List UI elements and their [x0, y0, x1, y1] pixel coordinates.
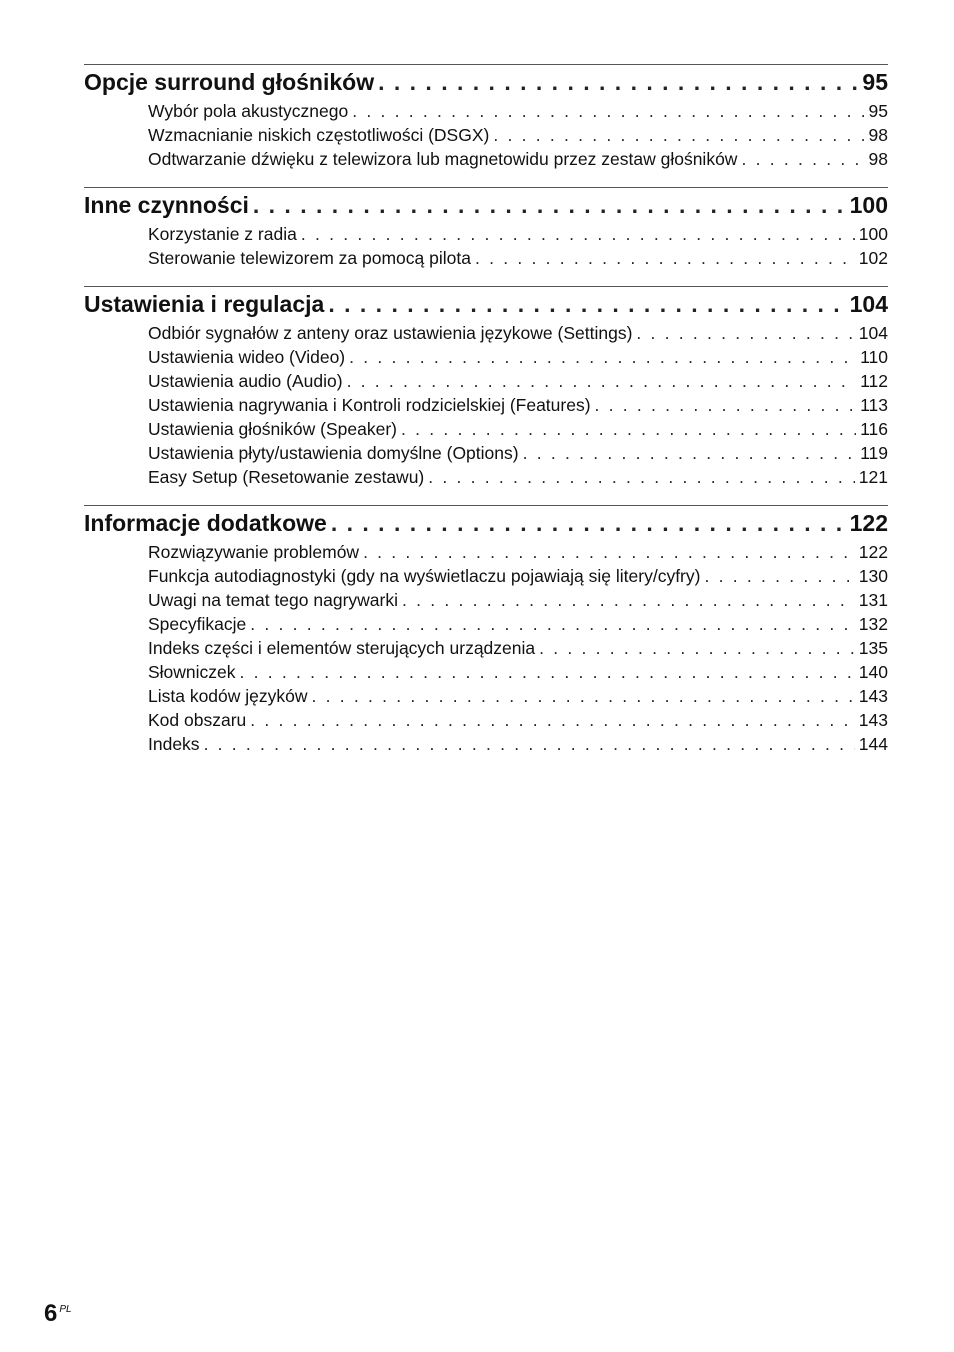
dot-leader [378, 69, 858, 96]
toc-heading-page: 122 [849, 510, 888, 536]
toc-entry[interactable] [84, 662, 888, 686]
dot-leader [240, 662, 855, 683]
toc-entry-page: 122 [858, 542, 888, 562]
page-number: 6 [44, 1300, 58, 1327]
toc-entry[interactable] [84, 686, 888, 710]
dot-leader [704, 566, 854, 587]
toc-entry[interactable] [84, 149, 888, 173]
dot-leader [349, 347, 856, 368]
toc-entry[interactable] [84, 395, 888, 419]
toc-entry-page: 110 [860, 347, 888, 367]
dot-leader [328, 291, 845, 318]
toc-entry-page: 102 [858, 248, 888, 268]
toc-heading-page: 100 [849, 192, 888, 218]
toc-heading-title: Informacje dodatkowe [84, 510, 327, 536]
dot-leader [401, 419, 856, 440]
toc-entry-page: 121 [858, 467, 888, 487]
toc-entry-page: 100 [858, 224, 888, 244]
dot-leader [493, 125, 864, 146]
toc-entry[interactable] [84, 734, 888, 758]
toc-entry[interactable] [84, 125, 888, 149]
toc-entry-page: 95 [868, 101, 888, 121]
toc-entry-label: Indeks [148, 734, 200, 754]
toc-entry[interactable] [84, 443, 888, 467]
toc-entry[interactable] [84, 710, 888, 734]
toc-entry-label: Rozwiązywanie problemów [148, 542, 360, 562]
toc-section [84, 187, 888, 272]
dot-leader [253, 192, 846, 219]
toc-entry[interactable] [84, 248, 888, 272]
toc-section [84, 286, 888, 491]
toc-entry-label: Ustawienia wideo (Video) [148, 347, 346, 367]
toc-heading-page: 95 [862, 69, 888, 95]
dot-leader [428, 467, 855, 488]
toc-entry-label: Ustawienia audio (Audio) [148, 371, 343, 391]
table-of-contents [84, 64, 888, 772]
dot-leader [204, 734, 855, 755]
toc-entry-page: 112 [860, 371, 888, 391]
toc-entry-label: Uwagi na temat tego nagrywarki [148, 590, 398, 610]
toc-entry-label: Ustawienia nagrywania i Kontroli rodzicielskiej (Features) [148, 395, 591, 415]
toc-entry[interactable] [84, 590, 888, 614]
toc-heading[interactable] [84, 291, 888, 323]
dot-leader [523, 443, 857, 464]
toc-entry-label: Wybór pola akustycznego [148, 101, 349, 121]
dot-leader [539, 638, 855, 659]
toc-entry[interactable] [84, 101, 888, 125]
dot-leader [301, 224, 855, 245]
page-folio [44, 1300, 72, 1328]
toc-entry-label: Specyfikacje [148, 614, 247, 634]
dot-leader [475, 248, 855, 269]
dot-leader [636, 323, 854, 344]
toc-entry-label: Odtwarzanie dźwięku z telewizora lub magnetowidu przez zestaw głośników [148, 149, 738, 169]
toc-heading[interactable] [84, 510, 888, 542]
toc-entry-page: 113 [860, 395, 888, 415]
toc-entry-page: 135 [858, 638, 888, 658]
toc-section [84, 64, 888, 173]
toc-entry-label: Easy Setup (Resetowanie zestawu) [148, 467, 425, 487]
toc-entry-page: 140 [858, 662, 888, 682]
toc-entry-page: 116 [860, 419, 888, 439]
toc-entry[interactable] [84, 638, 888, 662]
toc-entry-label: Korzystanie z radia [148, 224, 297, 244]
toc-entry-label: Ustawienia płyty/ustawienia domyślne (Options) [148, 443, 519, 463]
toc-heading-title: Opcje surround głośników [84, 69, 375, 95]
dot-leader [250, 614, 855, 635]
dot-leader [363, 542, 855, 563]
toc-entry-label: Kod obszaru [148, 710, 247, 730]
dot-leader [250, 710, 855, 731]
toc-entry-page: 98 [868, 125, 888, 145]
toc-entry[interactable] [84, 566, 888, 590]
toc-entry-page: 130 [858, 566, 888, 586]
toc-entry-page: 119 [860, 443, 888, 463]
toc-heading-title: Ustawienia i regulacja [84, 291, 325, 317]
toc-entry-label: Lista kodów języków [148, 686, 308, 706]
toc-entry-page: 131 [858, 590, 888, 610]
toc-entry-label: Odbiór sygnałów z anteny oraz ustawienia językowe (Settings) [148, 323, 633, 343]
toc-entry-page: 104 [858, 323, 888, 343]
toc-entry[interactable] [84, 224, 888, 248]
dot-leader [741, 149, 864, 170]
dot-leader [331, 510, 846, 537]
toc-heading[interactable] [84, 192, 888, 224]
toc-entry-page: 144 [858, 734, 888, 754]
toc-entry-label: Słowniczek [148, 662, 236, 682]
toc-entry[interactable] [84, 371, 888, 395]
toc-entry-label: Indeks części i elementów sterujących urządzenia [148, 638, 536, 658]
toc-entry-page: 143 [858, 710, 888, 730]
toc-heading-page: 104 [849, 291, 888, 317]
toc-entry-label: Sterowanie telewizorem za pomocą pilota [148, 248, 471, 268]
toc-heading[interactable] [84, 69, 888, 101]
toc-entry[interactable] [84, 542, 888, 566]
dot-leader [347, 371, 857, 392]
language-code: PL [59, 1304, 72, 1315]
dot-leader [402, 590, 855, 611]
toc-section [84, 505, 888, 758]
toc-entry-page: 132 [858, 614, 888, 634]
dot-leader [595, 395, 857, 416]
toc-entry-page: 143 [858, 686, 888, 706]
toc-entry-label: Wzmacnianie niskich częstotliwości (DSGX) [148, 125, 490, 145]
toc-entry[interactable] [84, 614, 888, 638]
toc-entry-page: 98 [868, 149, 888, 169]
toc-entry[interactable] [84, 323, 888, 347]
toc-entry-label: Funkcja autodiagnostyki (gdy na wyświetlaczu pojawiają się litery/cyfry) [148, 566, 701, 586]
toc-entry[interactable] [84, 419, 888, 443]
toc-entry-label: Ustawienia głośników (Speaker) [148, 419, 397, 439]
toc-entry[interactable] [84, 347, 888, 371]
toc-heading-title: Inne czynności [84, 192, 249, 218]
toc-entry[interactable] [84, 467, 888, 491]
dot-leader [312, 686, 855, 707]
dot-leader [352, 101, 864, 122]
